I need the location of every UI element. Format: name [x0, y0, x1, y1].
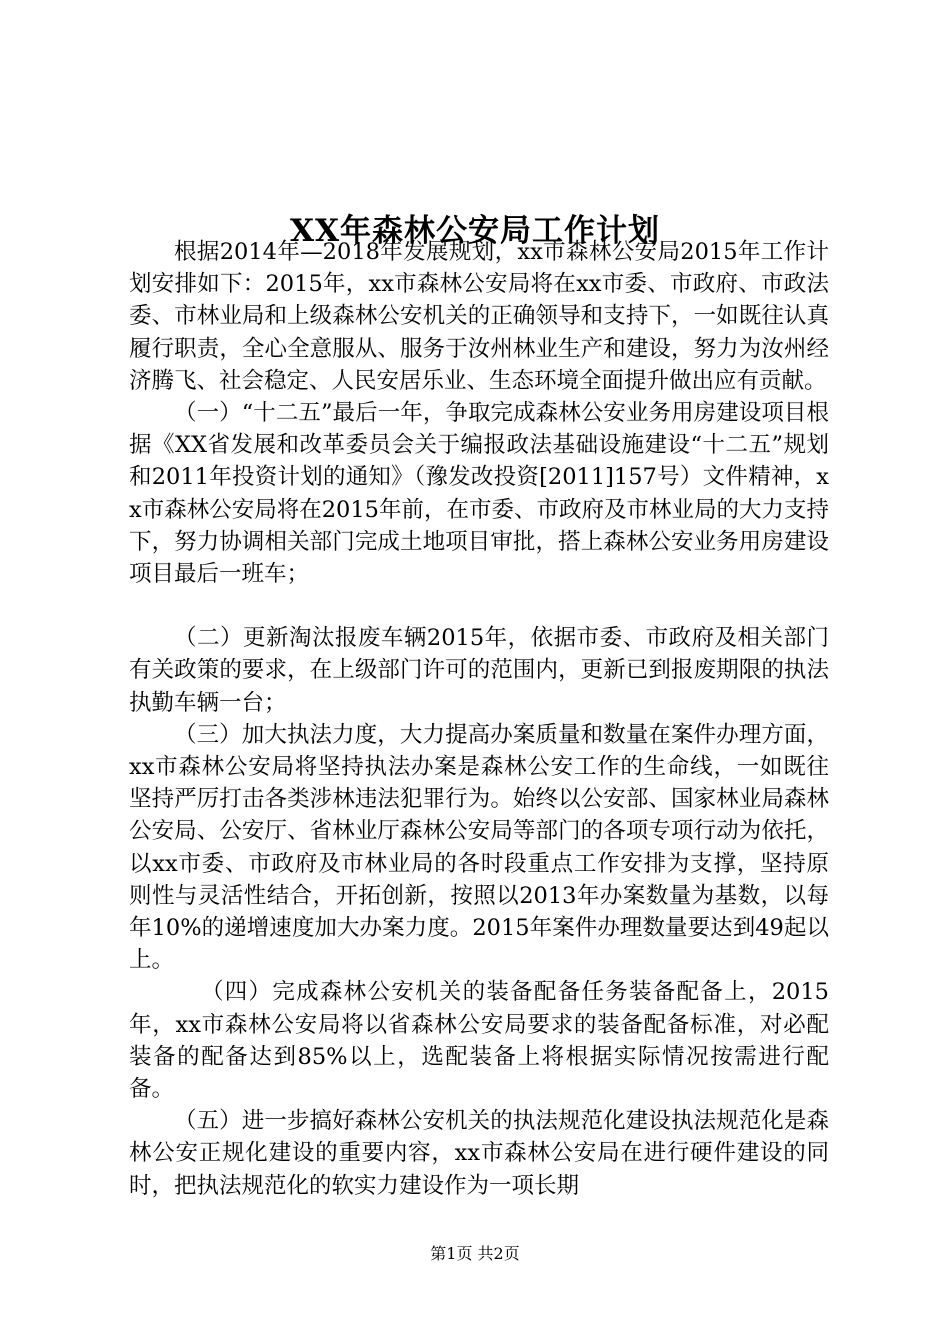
- paragraph-section-2: （二）更新淘汰报废车辆2015年，依据市委、市政府及相关部门有关政策的要求，在上级部门许可的范围内，更新已到报废期限的执法执勤车辆一台；: [129, 625, 829, 716]
- paragraph-section-5: （五）进一步搞好森林公安机关的执法规范化建设执法规范化是森林公安正规化建设的重要内容，xx市森林公安局在进行硬件建设的同时，把执法规范化的软实力建设作为一项长期: [129, 1108, 829, 1199]
- paragraph-section-3: （三）加大执法力度，大力提高办案质量和数量在案件办理方面，xx市森林公安局将坚持执法办案是森林公安工作的生命线，一如既往坚持严厉打击各类涉林违法犯罪行为。始终以公安部、国家林业局森林公安局、公安厅、省林业厅森林公安局等部门的各项专项行动为依托，以xx市委、市政府及市林业局的各时段重点工作安排为支撑，坚持原则性与灵活性结合，开拓创新，按照以2013年办案数量为基数，以每年10%的递增速度加大办案力度。2015年案件办理数量要达到49起以上。: [129, 721, 829, 974]
- paragraph-section-1: （一）“十二五”最后一年，争取完成森林公安业务用房建设项目根据《XX省发展和改革委员会关于编报政法基础设施建设“十二五”规划和2011年投资计划的通知》（豫发改投资[2011]157号）文件精神，xx市森林公安局将在2015年前，在市委、市政府及市林业局的大力支持下，努力协调相关部门完成土地项目审批，搭上森林公安业务用房建设项目最后一班车；: [129, 400, 829, 588]
- document-title: XX年森林公安局工作计划: [289, 212, 661, 249]
- page-footer: 第1页 共2页: [430, 1244, 520, 1263]
- document-body: [129, 236, 829, 1202]
- paragraph-section-4: （四）完成森林公安机关的装备配备任务装备配备上，2015年，xx市森林公安局将以省森林公安局要求的装备配备标准，对必配装备的配备达到85%以上，选配装备上将根据实际情况按需进行配备。: [129, 979, 829, 1103]
- paragraph-intro: 根据2014年—2018年发展规划，xx市森林公安局2015年工作计划安排如下：2015年，xx市森林公安局将在xx市委、市政府、市政法委、市林业局和上级森林公安机关的正确领导和支持下，一如既往认真履行职责，全心全意服从、服务于汝州林业生产和建设，努力为汝州经济腾飞、社会稳定、人民安居乐业、生态环境全面提升做出应有贡献。: [129, 239, 829, 394]
